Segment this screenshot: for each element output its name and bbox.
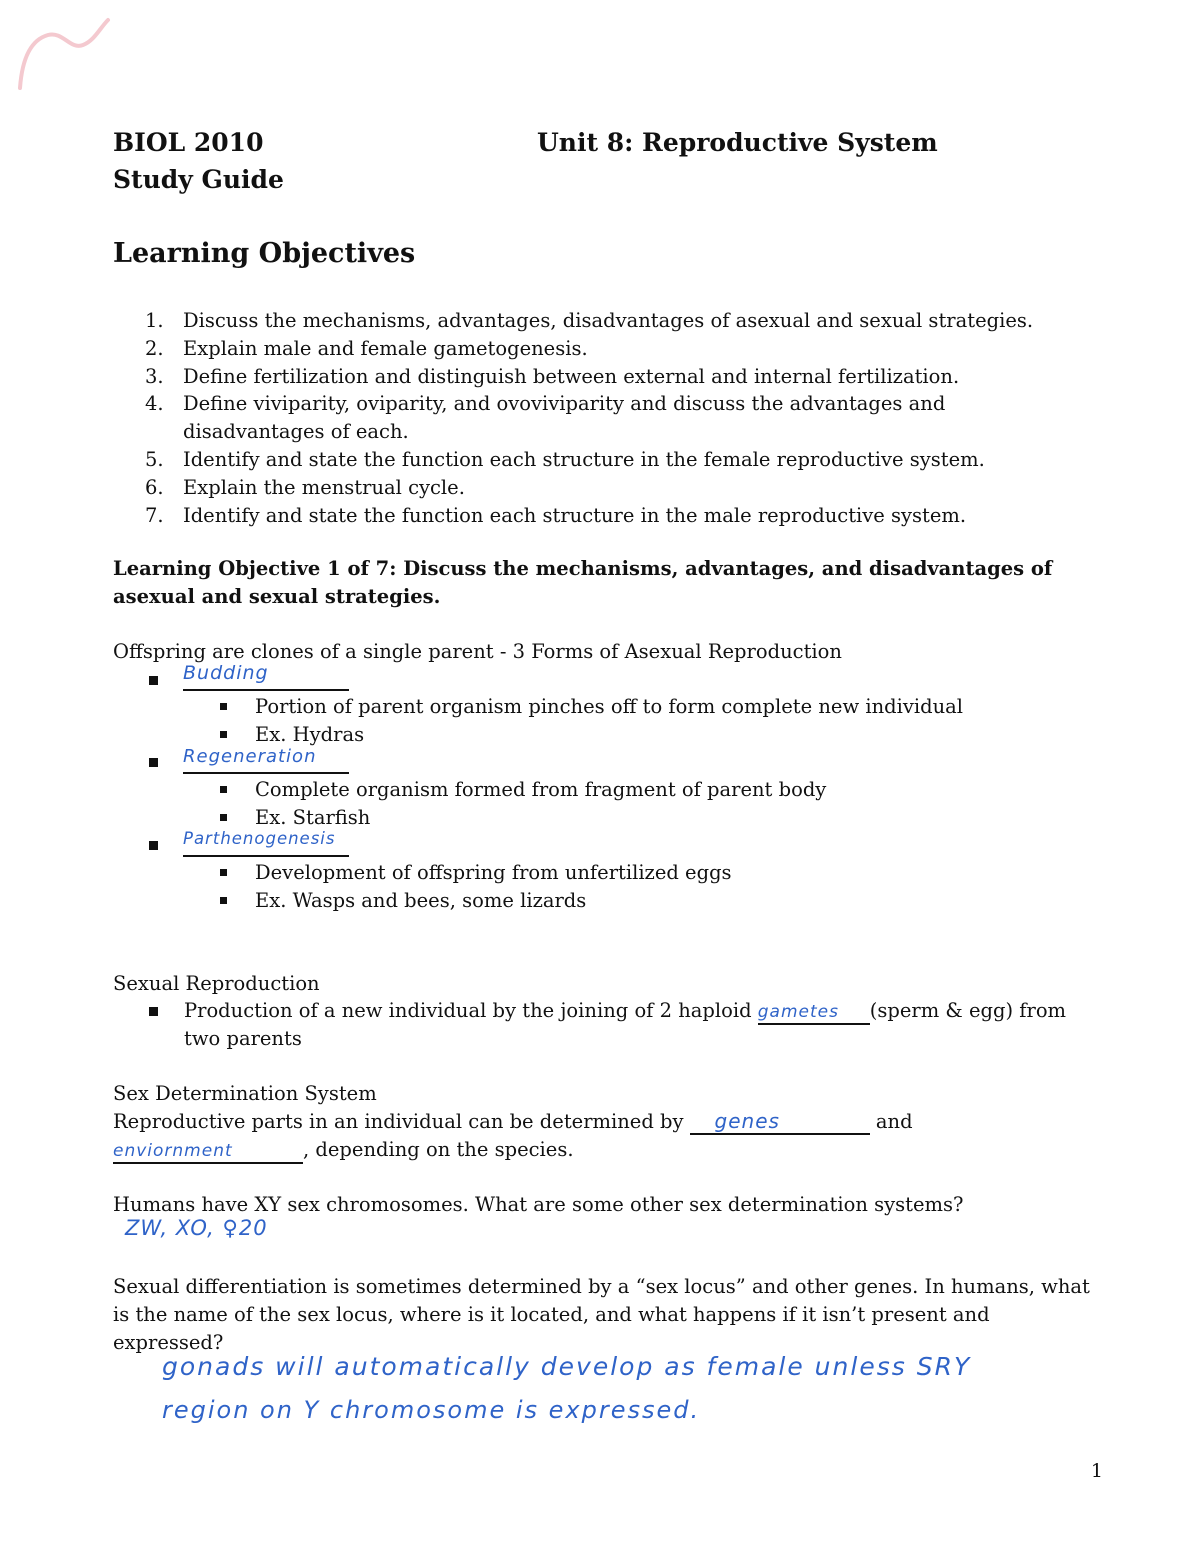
sex-locus-question-line-1: Sexual differentiation is sometimes determined by a “sex locus” and other genes. In humans, what (113, 1275, 1090, 1298)
sex-determination-line-1: Reproductive parts in an individual can be determined by genes and (113, 1109, 913, 1133)
sex-locus-question-line-2: is the name of the sex locus, where is it located, and what happens if it isn’t present and (113, 1303, 990, 1326)
answer-blank (183, 746, 349, 774)
sex-locus-question-line-3: expressed? (113, 1331, 224, 1354)
bullet-icon (220, 703, 227, 710)
learning-objectives-heading: Learning Objectives (113, 238, 416, 269)
handwritten-answer: Budding (183, 662, 269, 684)
page-number: 1 (1090, 1460, 1103, 1482)
bullet-icon (220, 731, 227, 738)
objective-item: 5. Identify and state the function each structure in the female reproductive system. (145, 447, 985, 471)
detail-text: Ex. Hydras (255, 723, 365, 746)
bullet-icon (149, 841, 158, 850)
objective-item: 3. Define fertilization and distinguish between external and internal fertilization. (145, 364, 960, 388)
bullet-icon (149, 758, 158, 767)
objective-item: 1. Discuss the mechanisms, advantages, disadvantages of asexual and sexual strategies. (145, 309, 1034, 332)
unit-title: Unit 8: Reproductive System (537, 128, 938, 157)
bullet-icon (220, 897, 227, 904)
corner-pen-mark (8, 10, 118, 90)
sexual-line-2: two parents (184, 1027, 302, 1050)
answer-blank (183, 662, 349, 691)
objective-item: 2. Explain male and female gametogenesis. (145, 336, 588, 360)
study-guide-title: Study Guide (113, 165, 284, 194)
sex-determination-line-2: enviornment , depending on the species. (113, 1136, 574, 1164)
xy-question: Humans have XY sex chromosomes. What are some other sex determination systems? (113, 1193, 964, 1216)
detail-text: Portion of parent organism pinches off to form complete new individual (255, 695, 964, 718)
detail-text: Development of offspring from unfertilized eggs (255, 861, 732, 884)
objectives-list (145, 307, 1145, 529)
course-title: BIOL 2010 (113, 128, 264, 157)
objective-item: 7. Identify and state the function each structure in the male reproductive system. (145, 503, 967, 527)
answer-blank (113, 1139, 303, 1164)
detail-text: Ex. Starfish (255, 806, 371, 829)
handwritten-answer: Regeneration (183, 746, 317, 767)
handwritten-answer: genes (714, 1109, 780, 1133)
bullet-icon (149, 1007, 158, 1016)
handwritten-answer: enviornment (113, 1141, 233, 1161)
objective-item: 4. Define viviparity, oviparity, and ovoviviparity and discuss the advantages and disadvantages of each. (145, 392, 946, 444)
answer-blank (183, 829, 349, 857)
sexual-heading: Sexual Reproduction (113, 972, 320, 995)
sex-determination-heading: Sex Determination System (113, 1082, 377, 1105)
handwritten-answer: region on Y chromosome is expressed. (162, 1396, 701, 1424)
detail-text: Ex. Wasps and bees, some lizards (255, 889, 587, 912)
handwritten-answer: Parthenogenesis (183, 829, 336, 848)
asexual-intro: Offspring are clones of a single parent - 3 Forms of Asexual Reproduction (113, 640, 842, 663)
handwritten-answer: gametes (757, 1002, 839, 1022)
bullet-icon (220, 869, 227, 876)
lo1-heading: Learning Objective 1 of 7: Discuss the mechanisms, advantages, and disadvantages of asexual and sexual strategies. (113, 557, 1053, 608)
bullet-icon (220, 814, 227, 821)
handwritten-answer: gonads will automatically develop as female unless SRY (162, 1352, 972, 1381)
objective-item: 6. Explain the menstrual cycle. (145, 475, 465, 499)
answer-blank (690, 1110, 870, 1135)
detail-text: Complete organism formed from fragment of parent body (255, 778, 827, 801)
bullet-icon (220, 786, 227, 793)
handwritten-answer: ZW, XO, ♀20 (125, 1216, 268, 1240)
sexual-line: Production of a new individual by the joining of 2 haploid gametes (sperm & egg) from (184, 997, 1066, 1025)
bullet-icon (149, 676, 158, 685)
answer-blank (758, 1000, 870, 1025)
